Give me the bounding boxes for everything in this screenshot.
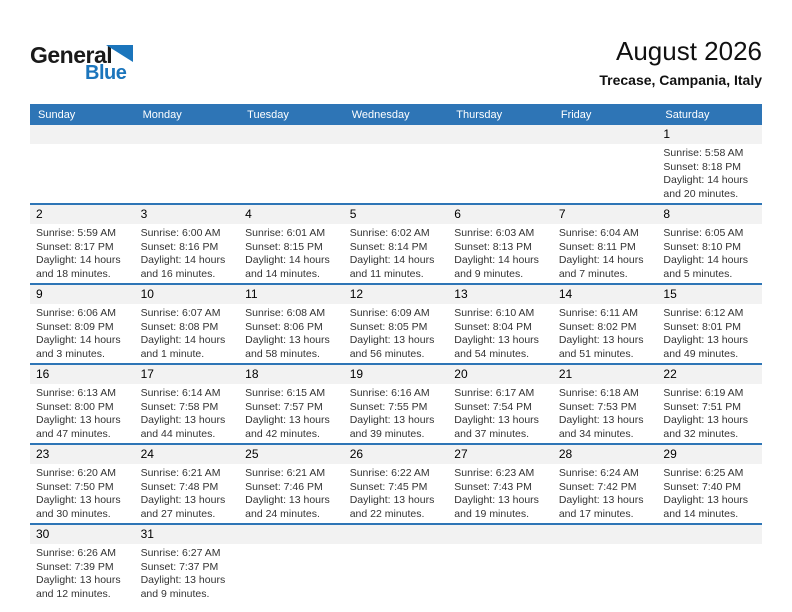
sunset-text: Sunset: 7:57 PM: [245, 400, 323, 413]
daylight-text: Daylight: 13 hours and 54 minutes.: [454, 334, 539, 360]
sunrise-text: Sunrise: 6:24 AM: [558, 467, 639, 479]
day-number: 4: [239, 205, 344, 224]
day-cell-4: [239, 205, 344, 283]
day-details: [239, 304, 344, 363]
day-number: 6: [448, 205, 553, 224]
daylight-text: Daylight: 13 hours and 14 minutes.: [663, 494, 749, 520]
day-number: 20: [448, 365, 553, 384]
sunset-text: Sunset: 7:58 PM: [140, 400, 219, 413]
day-details: [30, 224, 135, 283]
daylight-text: Daylight: 13 hours and 9 minutes.: [140, 574, 226, 600]
day-details: [30, 384, 135, 443]
sunrise-text: Sunrise: 6:00 AM: [140, 227, 221, 239]
empty-day-cell: [448, 125, 553, 203]
sunrise-text: Sunrise: 6:21 AM: [140, 467, 221, 479]
day-cell-13: [448, 285, 553, 363]
week-row: [30, 525, 762, 603]
sunset-text: Sunset: 8:11 PM: [558, 240, 636, 253]
daylight-text: Daylight: 13 hours and 22 minutes.: [349, 494, 435, 520]
day-number: 1: [657, 125, 762, 144]
day-number: 10: [135, 285, 240, 304]
empty-day-cell: [30, 125, 135, 203]
day-number: 25: [239, 445, 344, 464]
day-number: 21: [553, 365, 658, 384]
sunrise-text: Sunrise: 6:26 AM: [36, 547, 116, 559]
sunset-text: Sunset: 7:43 PM: [454, 480, 532, 493]
day-cell-11: [239, 285, 344, 363]
sunset-text: Sunset: 8:10 PM: [663, 240, 742, 253]
sunset-text: Sunset: 7:39 PM: [36, 560, 114, 573]
weekday-header-monday: Monday: [142, 108, 182, 121]
day-details: [657, 224, 762, 283]
day-details: [448, 304, 553, 363]
daylight-text: Daylight: 13 hours and 34 minutes.: [558, 414, 644, 440]
calendar-grid: [30, 125, 762, 603]
calendar: [30, 104, 762, 603]
sunset-text: Sunset: 8:08 PM: [140, 320, 219, 333]
day-cell-2: [30, 205, 135, 283]
day-cell-27: [448, 445, 553, 523]
empty-day-cell: [553, 525, 658, 603]
day-details: [553, 384, 658, 443]
daylight-text: Daylight: 13 hours and 32 minutes.: [663, 414, 749, 440]
day-details: [344, 384, 449, 443]
sunrise-text: Sunrise: 6:12 AM: [663, 307, 744, 319]
day-number: 8: [657, 205, 762, 224]
day-number: 5: [344, 205, 449, 224]
day-details: [30, 304, 135, 363]
day-number: 19: [344, 365, 449, 384]
day-details: [657, 384, 762, 443]
sunset-text: Sunset: 8:14 PM: [349, 240, 428, 253]
day-number: 17: [135, 365, 240, 384]
page-title: August 2026: [615, 36, 762, 66]
daylight-text: Daylight: 13 hours and 30 minutes.: [36, 494, 121, 520]
day-details: [553, 464, 658, 523]
empty-day-band: [344, 125, 449, 144]
sunset-text: Sunset: 8:15 PM: [245, 240, 323, 253]
sunrise-text: Sunrise: 6:10 AM: [454, 307, 535, 319]
sunrise-text: Sunrise: 6:16 AM: [349, 387, 430, 399]
daylight-text: Daylight: 14 hours and 9 minutes.: [454, 254, 539, 280]
empty-day-cell: [344, 125, 449, 203]
sunset-text: Sunset: 8:04 PM: [454, 320, 532, 333]
empty-day-cell: [344, 525, 449, 603]
sunrise-text: Sunrise: 6:09 AM: [349, 307, 430, 319]
sunrise-text: Sunrise: 6:04 AM: [558, 227, 639, 239]
sunrise-text: Sunrise: 6:21 AM: [245, 467, 326, 479]
daylight-text: Daylight: 13 hours and 42 minutes.: [245, 414, 330, 440]
weekday-header-sunday: Sunday: [38, 108, 76, 121]
day-cell-12: [344, 285, 449, 363]
day-cell-10: [135, 285, 240, 363]
daylight-text: Daylight: 13 hours and 44 minutes.: [140, 414, 226, 440]
day-cell-26: [344, 445, 449, 523]
day-cell-23: [30, 445, 135, 523]
sunrise-text: Sunrise: 6:05 AM: [663, 227, 744, 239]
sunrise-text: Sunrise: 6:25 AM: [663, 467, 744, 479]
day-cell-6: [448, 205, 553, 283]
day-number: 15: [657, 285, 762, 304]
day-details: [657, 144, 762, 203]
day-details: [344, 224, 449, 283]
day-cell-16: [30, 365, 135, 443]
sunrise-text: Sunrise: 6:06 AM: [36, 307, 116, 319]
sunset-text: Sunset: 8:01 PM: [663, 320, 742, 333]
day-cell-31: [135, 525, 240, 603]
calendar-page: [30, 0, 762, 603]
sunset-text: Sunset: 8:09 PM: [36, 320, 114, 333]
sunrise-text: Sunrise: 5:59 AM: [36, 227, 116, 239]
sunset-text: Sunset: 7:50 PM: [36, 480, 114, 493]
day-details: [344, 464, 449, 523]
day-details: [344, 304, 449, 363]
weekday-header-row: [30, 104, 762, 125]
empty-day-cell: [657, 525, 762, 603]
day-cell-20: [448, 365, 553, 443]
daylight-text: Daylight: 14 hours and 7 minutes.: [558, 254, 644, 280]
day-number: 22: [657, 365, 762, 384]
day-number: 31: [135, 525, 240, 544]
day-cell-24: [135, 445, 240, 523]
sunset-text: Sunset: 8:00 PM: [36, 400, 114, 413]
day-cell-17: [135, 365, 240, 443]
week-row: [30, 445, 762, 525]
sunset-text: Sunset: 7:54 PM: [454, 400, 532, 413]
logo-text-general: General: [30, 42, 113, 68]
day-details: [135, 304, 240, 363]
day-cell-28: [553, 445, 658, 523]
day-cell-22: [657, 365, 762, 443]
sunset-text: Sunset: 7:37 PM: [140, 560, 219, 573]
sunset-text: Sunset: 7:42 PM: [558, 480, 637, 493]
day-details: [30, 464, 135, 523]
daylight-text: Daylight: 13 hours and 39 minutes.: [349, 414, 435, 440]
daylight-text: Daylight: 13 hours and 27 minutes.: [140, 494, 226, 520]
day-details: [135, 384, 240, 443]
empty-day-cell: [239, 125, 344, 203]
day-details: [135, 464, 240, 523]
day-details: [135, 224, 240, 283]
day-details: [553, 224, 658, 283]
day-details: [657, 304, 762, 363]
day-cell-1: [657, 125, 762, 203]
sunrise-text: Sunrise: 6:01 AM: [245, 227, 326, 239]
week-row: [30, 125, 762, 205]
day-number: 9: [30, 285, 135, 304]
daylight-text: Daylight: 14 hours and 14 minutes.: [245, 254, 330, 280]
general-blue-logo: [30, 42, 180, 94]
empty-day-band: [135, 125, 240, 144]
daylight-text: Daylight: 14 hours and 5 minutes.: [663, 254, 749, 280]
empty-day-band: [239, 125, 344, 144]
day-number: 27: [448, 445, 553, 464]
page-header: [30, 36, 762, 98]
day-cell-15: [657, 285, 762, 363]
daylight-text: Daylight: 13 hours and 51 minutes.: [558, 334, 644, 360]
daylight-text: Daylight: 13 hours and 24 minutes.: [245, 494, 330, 520]
empty-day-cell: [553, 125, 658, 203]
daylight-text: Daylight: 13 hours and 19 minutes.: [454, 494, 539, 520]
day-cell-29: [657, 445, 762, 523]
sunset-text: Sunset: 7:45 PM: [349, 480, 428, 493]
sunrise-text: Sunrise: 6:02 AM: [349, 227, 430, 239]
week-row: [30, 205, 762, 285]
day-details: [553, 304, 658, 363]
empty-day-band: [553, 125, 658, 144]
sunset-text: Sunset: 7:53 PM: [558, 400, 637, 413]
sunrise-text: Sunrise: 6:14 AM: [140, 387, 221, 399]
day-number: 30: [30, 525, 135, 544]
day-cell-21: [553, 365, 658, 443]
day-number: 14: [553, 285, 658, 304]
day-number: 29: [657, 445, 762, 464]
sunset-text: Sunset: 8:18 PM: [663, 160, 742, 173]
day-number: 7: [553, 205, 658, 224]
logo-text-blue: Blue: [85, 62, 127, 84]
sunrise-text: Sunrise: 6:03 AM: [454, 227, 535, 239]
day-details: [135, 544, 240, 603]
sunrise-text: Sunrise: 6:18 AM: [558, 387, 639, 399]
day-number: 16: [30, 365, 135, 384]
day-cell-30: [30, 525, 135, 603]
empty-day-band: [239, 525, 344, 544]
sunrise-text: Sunrise: 6:07 AM: [140, 307, 221, 319]
day-number: 18: [239, 365, 344, 384]
sunrise-text: Sunrise: 6:13 AM: [36, 387, 116, 399]
day-details: [239, 224, 344, 283]
title-block: [599, 36, 762, 88]
week-row: [30, 365, 762, 445]
sunrise-text: Sunrise: 6:22 AM: [349, 467, 430, 479]
sunrise-text: Sunrise: 6:19 AM: [663, 387, 744, 399]
day-cell-18: [239, 365, 344, 443]
daylight-text: Daylight: 14 hours and 11 minutes.: [349, 254, 435, 280]
day-details: [657, 464, 762, 523]
day-details: [448, 464, 553, 523]
empty-day-cell: [239, 525, 344, 603]
daylight-text: Daylight: 14 hours and 18 minutes.: [36, 254, 121, 280]
daylight-text: Daylight: 14 hours and 1 minute.: [140, 334, 226, 360]
daylight-text: Daylight: 14 hours and 20 minutes.: [663, 174, 749, 200]
weekday-header-wednesday: Wednesday: [351, 108, 410, 121]
daylight-text: Daylight: 13 hours and 58 minutes.: [245, 334, 330, 360]
day-number: 2: [30, 205, 135, 224]
day-cell-14: [553, 285, 658, 363]
day-cell-7: [553, 205, 658, 283]
daylight-text: Daylight: 13 hours and 37 minutes.: [454, 414, 539, 440]
sunrise-text: Sunrise: 6:20 AM: [36, 467, 116, 479]
day-details: [448, 224, 553, 283]
day-details: [239, 384, 344, 443]
sunset-text: Sunset: 7:40 PM: [663, 480, 742, 493]
sunrise-text: Sunrise: 6:15 AM: [245, 387, 326, 399]
day-number: 26: [344, 445, 449, 464]
day-cell-5: [344, 205, 449, 283]
weekday-header-saturday: Saturday: [665, 108, 710, 121]
day-cell-25: [239, 445, 344, 523]
daylight-text: Daylight: 14 hours and 3 minutes.: [36, 334, 121, 360]
sunrise-text: Sunrise: 6:08 AM: [245, 307, 326, 319]
sunset-text: Sunset: 7:48 PM: [140, 480, 219, 493]
day-cell-19: [344, 365, 449, 443]
day-details: [448, 384, 553, 443]
empty-day-band: [448, 525, 553, 544]
sunrise-text: Sunrise: 6:17 AM: [454, 387, 535, 399]
sunset-text: Sunset: 8:17 PM: [36, 240, 114, 253]
sunset-text: Sunset: 8:05 PM: [349, 320, 428, 333]
empty-day-band: [448, 125, 553, 144]
weekday-header-tuesday: Tuesday: [247, 108, 289, 121]
sunset-text: Sunset: 7:46 PM: [245, 480, 323, 493]
logo-triangle-icon: [106, 45, 133, 62]
day-details: [239, 464, 344, 523]
sunset-text: Sunset: 8:13 PM: [454, 240, 532, 253]
day-number: 13: [448, 285, 553, 304]
day-cell-3: [135, 205, 240, 283]
sunrise-text: Sunrise: 6:11 AM: [558, 307, 639, 319]
day-number: 24: [135, 445, 240, 464]
sunrise-text: Sunrise: 5:58 AM: [663, 147, 744, 159]
day-number: 11: [239, 285, 344, 304]
empty-day-band: [30, 125, 135, 144]
daylight-text: Daylight: 13 hours and 56 minutes.: [349, 334, 435, 360]
day-number: 23: [30, 445, 135, 464]
daylight-text: Daylight: 13 hours and 49 minutes.: [663, 334, 749, 360]
empty-day-cell: [448, 525, 553, 603]
daylight-text: Daylight: 14 hours and 16 minutes.: [140, 254, 226, 280]
day-cell-8: [657, 205, 762, 283]
empty-day-band: [553, 525, 658, 544]
sunset-text: Sunset: 7:51 PM: [663, 400, 742, 413]
day-number: 3: [135, 205, 240, 224]
sunset-text: Sunset: 8:06 PM: [245, 320, 323, 333]
empty-day-cell: [135, 125, 240, 203]
daylight-text: Daylight: 13 hours and 12 minutes.: [36, 574, 121, 600]
sunrise-text: Sunrise: 6:23 AM: [454, 467, 535, 479]
day-cell-9: [30, 285, 135, 363]
page-subtitle: Trecase, Campania, Italy: [599, 72, 762, 88]
day-number: 12: [344, 285, 449, 304]
weekday-header-friday: Friday: [560, 108, 592, 121]
daylight-text: Daylight: 13 hours and 47 minutes.: [36, 414, 121, 440]
empty-day-band: [657, 525, 762, 544]
sunset-text: Sunset: 7:55 PM: [349, 400, 428, 413]
day-number: 28: [553, 445, 658, 464]
empty-day-band: [344, 525, 449, 544]
sunset-text: Sunset: 8:02 PM: [558, 320, 637, 333]
sunrise-text: Sunrise: 6:27 AM: [140, 547, 221, 559]
week-row: [30, 285, 762, 365]
day-details: [30, 544, 135, 603]
sunset-text: Sunset: 8:16 PM: [140, 240, 219, 253]
weekday-header-thursday: Thursday: [456, 108, 503, 121]
daylight-text: Daylight: 13 hours and 17 minutes.: [558, 494, 644, 520]
